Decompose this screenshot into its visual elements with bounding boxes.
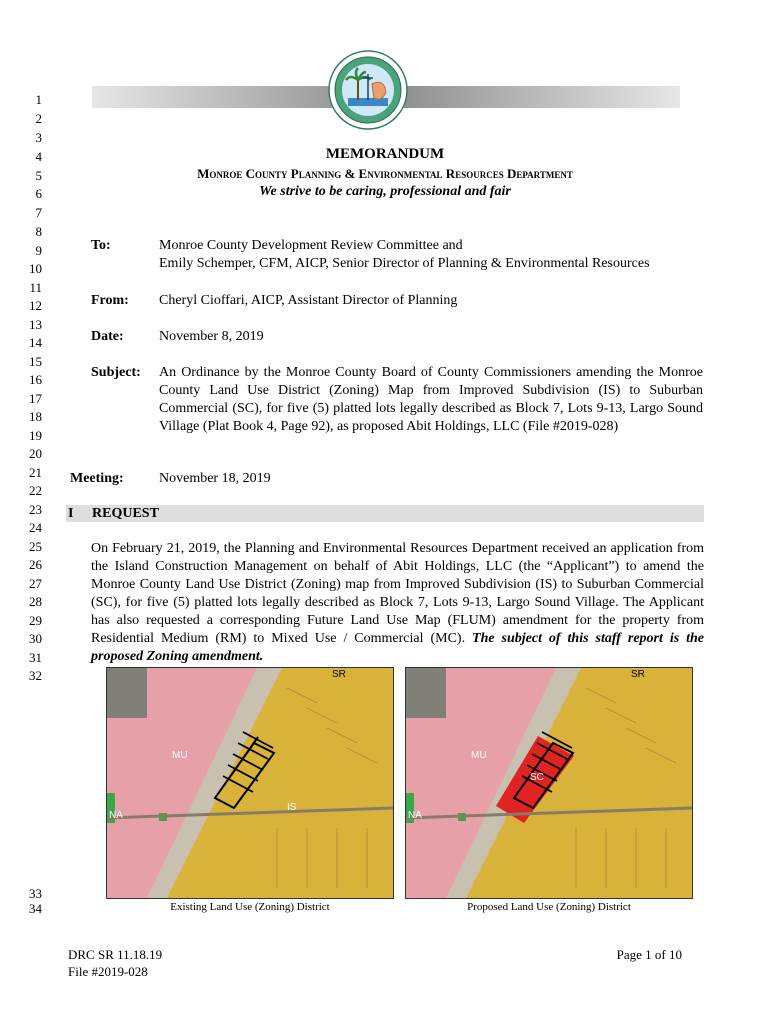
footer-doc-ref: DRC SR 11.18.19 (68, 947, 163, 962)
request-body: On February 21, 2019, the Planning and Environmental Resources Department received an application from the Island Construction Management on behalf of Abit Holdings, LLC (the “Applicant”) to amend the Monroe County Land Use District (Zoning) map from Improved Subdivision (IS) to Suburban Commercial (SC), for five (5) platted lots legally described as Block 7, Lots 9-13, Largo Sound Village. The Applicant has also requested a corresponding Future Land Use Map (FLUM) amendment for the property from Residential Medium (RM) to Mixed Use / Commercial (MC). (91, 541, 704, 646)
from-value: Cheryl Cioffari, AICP, Assistant Director of Planning (159, 293, 458, 308)
meeting-value: November 18, 2019 (159, 471, 271, 486)
line-number: 13 (29, 317, 42, 332)
to-line-1: Monroe County Development Review Committee and (159, 238, 463, 253)
map-label-na: NA (109, 810, 123, 821)
line-number: 12 (29, 298, 42, 313)
line-number: 9 (35, 243, 42, 258)
line-number: 3 (35, 130, 42, 145)
line-number: 6 (35, 186, 42, 201)
date-label: Date: (91, 329, 124, 344)
line-number: 17 (29, 391, 42, 406)
section-number: I (68, 506, 74, 521)
line-number: 15 (29, 354, 42, 369)
line-number: 18 (29, 409, 42, 424)
line-number: 33 (29, 886, 42, 901)
line-number: 19 (29, 428, 42, 443)
line-number: 14 (29, 335, 42, 350)
line-number: 21 (29, 465, 42, 480)
line-number: 31 (29, 650, 42, 665)
line-number: 30 (29, 631, 42, 646)
map-label-sr: SR (332, 669, 346, 680)
memo-title: MEMORANDUM (325, 146, 445, 162)
line-number: 32 (29, 668, 42, 683)
subject-label: Subject: (91, 365, 141, 380)
footer-page-number: Page 1 of 10 (616, 947, 682, 962)
proposed-zoning-map (405, 667, 693, 899)
map-label-sr: SR (631, 669, 645, 680)
request-emphasis: The subject of this staff report is the proposed Zoning amendment. (91, 631, 705, 664)
line-number: 8 (35, 224, 42, 239)
map-label-sc: SC (530, 772, 544, 783)
line-number: 5 (35, 168, 42, 183)
line-number: 20 (29, 446, 42, 461)
from-label: From: (91, 293, 129, 308)
existing-map-caption: Existing Land Use (Zoning) District (170, 901, 330, 913)
date-value: November 8, 2019 (159, 329, 264, 344)
map-label-is: IS (287, 802, 297, 813)
existing-zoning-map (106, 667, 394, 899)
line-number: 16 (29, 372, 42, 387)
to-line-2: Emily Schemper, CFM, AICP, Senior Director of Planning & Environmental Resources (159, 256, 650, 271)
line-number: 7 (35, 205, 42, 220)
line-number: 22 (29, 483, 42, 498)
map-label-mu: MU (471, 750, 487, 761)
department-motto: We strive to be caring, professional and fair (259, 184, 511, 199)
line-number: 4 (35, 149, 42, 164)
request-paragraph (91, 540, 704, 666)
footer-file-number: File #2019-028 (68, 964, 148, 979)
line-number: 27 (29, 576, 42, 591)
section-heading-bar (66, 505, 704, 522)
line-number: 23 (29, 502, 42, 517)
line-number: 24 (29, 520, 42, 535)
map-label-mu: MU (172, 750, 188, 761)
line-number: 11 (29, 280, 42, 295)
line-number: 25 (29, 539, 42, 554)
county-seal-logo (328, 50, 408, 130)
department-name: Monroe County Planning & Environmental Resources Department (197, 166, 573, 181)
subject-value: An Ordinance by the Monroe County Board of County Commissioners amending the Monroe County Land Use District (Zoning) Map from Improved Subdivision (IS) to Suburban Commercial (SC), for five (5) platted lots legally described as Block 7, Lots 9-13, Largo Sound Village (Plat Book 4, Page 92), as proposed Abit Holdings, LLC (File #2019-028) (159, 365, 703, 434)
proposed-map-caption: Proposed Land Use (Zoning) District (467, 901, 631, 913)
line-number: 2 (35, 111, 42, 126)
to-label: To: (91, 238, 111, 253)
line-number: 28 (29, 594, 42, 609)
map-label-na: NA (408, 810, 422, 821)
line-number: 1 (35, 92, 42, 107)
line-number: 26 (29, 557, 42, 572)
line-number: 34 (29, 901, 42, 916)
section-heading: REQUEST (92, 506, 159, 521)
line-number: 10 (29, 261, 42, 276)
meeting-label: Meeting: (70, 471, 124, 486)
line-number: 29 (29, 613, 42, 628)
